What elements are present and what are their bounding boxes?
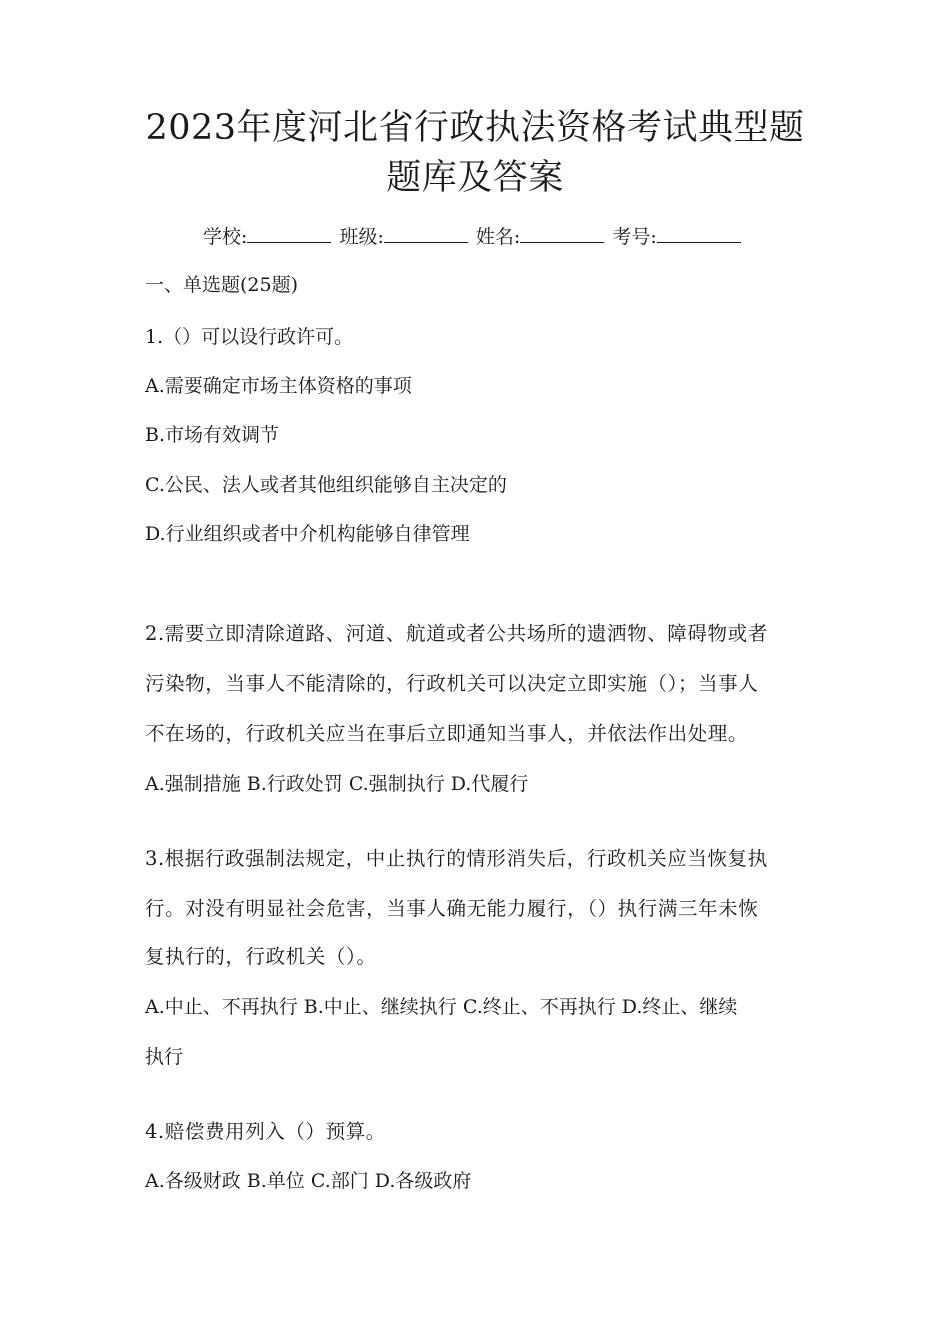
document-title-line-1: 2023年度河北省行政执法资格考试典型题 — [145, 108, 805, 148]
question-2-stem-line-2: 污染物，当事人不能清除的，行政机关可以决定立即实施（）；当事人 — [145, 672, 759, 695]
class-blank — [384, 224, 468, 243]
section-heading: 一、单选题(25题) — [145, 274, 299, 296]
question-1-stem: 1.（）可以设行政许可。 — [145, 326, 354, 348]
name-label: 姓名: — [475, 226, 521, 248]
question-1-option-a: A.需要确定市场主体资格的事项 — [145, 375, 412, 397]
question-3-stem-line-3: 复执行的，行政机关（）。 — [145, 945, 377, 968]
class-label: 班级: — [339, 226, 384, 248]
name-blank — [520, 224, 604, 243]
student-info-row — [203, 224, 743, 250]
question-1-option-d: D.行业组织或者中介机构能够自律管理 — [145, 523, 470, 545]
question-2-options: A.强制措施 B.行政处罚 C.强制执行 D.代履行 — [145, 773, 529, 795]
school-label: 学校: — [203, 226, 248, 248]
question-3-stem-line-1: 3.根据行政强制法规定，中止执行的情形消失后，行政机关应当恢复执 — [145, 847, 768, 870]
exam-number-label: 考号: — [612, 226, 657, 248]
question-4-options: A.各级财政 B.单位 C.部门 D.各级政府 — [145, 1170, 472, 1192]
question-3-options-line-2: 执行 — [145, 1046, 184, 1068]
exam-number-blank — [657, 224, 741, 243]
question-4-stem: 4.赔偿费用列入（）预算。 — [145, 1120, 386, 1143]
question-2-stem-line-3: 不在场的，行政机关应当在事后立即通知当事人，并依法作出处理。 — [145, 722, 749, 745]
question-3-stem-line-2: 行。对没有明显社会危害，当事人确无能力履行，（）执行满三年未恢 — [145, 897, 759, 920]
question-3-options-line-1: A.中止、不再执行 B.中止、继续执行 C.终止、不再执行 D.终止、继续 — [145, 996, 738, 1018]
document-title-line-2: 题库及答案 — [386, 158, 564, 198]
question-2-stem-line-1: 2.需要立即清除道路、河道、航道或者公共场所的遗洒物、障碍物或者 — [145, 622, 768, 645]
question-1-option-b: B.市场有效调节 — [145, 424, 280, 446]
school-blank — [247, 224, 331, 243]
question-1-option-c: C.公民、法人或者其他组织能够自主决定的 — [145, 474, 507, 496]
